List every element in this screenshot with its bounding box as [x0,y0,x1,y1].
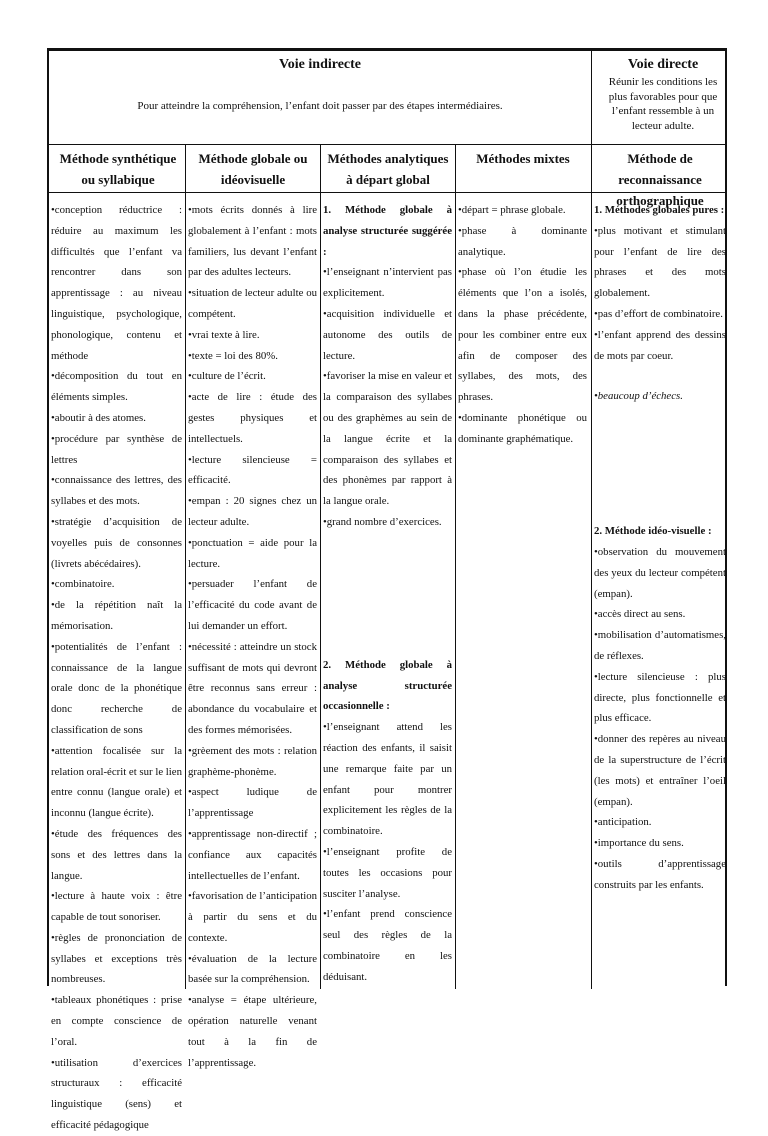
list-item: • l’enfant apprend des dessins de mots par coeur. [594,325,726,367]
column-heading-orthographique: Méthode de reconnaissance orthographique [616,151,704,208]
indirect-description: Pour atteindre la compréhension, l’enfant doit passer par des étapes intermédiaires. [137,100,503,112]
method-comparison-table [47,48,727,1132]
list-item: • aboutir à des atomes. [51,408,182,429]
list-item: • aspect ludique de l’apprentissage [188,782,317,824]
list-item: • acquisition individuelle et autonome des outils de lecture. [323,304,452,366]
column-heading-synthetique: Méthode synthétique ou syllabique [59,151,177,187]
section-title-analyse-occasionnelle: 2. Méthode globale à analyse structurée occasionnelle : [323,658,452,713]
list-item: • l’enfant prend conscience seul des règles de la combinatoire en les déduisant. [323,904,452,987]
column-orthographique-body [594,200,726,896]
list-item: • règles de prononciation de syllabes et exceptions très nombreuses. [51,928,182,990]
divider-col3 [455,145,456,989]
list-item: • connaissance des lettres, des syllabes et des mots. [51,470,182,512]
list-item: • lecture silencieuse : plus directe, plus fonctionnelle et plus efficace. [594,667,726,729]
list-item: • culture de l’écrit. [188,366,317,387]
list-item: • vrai texte à lire. [188,325,317,346]
list-item: • apprentissage non-directif ; confiance aux capacités intellectuelles de l’enfant. [188,824,317,886]
direct-title: Voie directe [627,57,699,72]
list-item: • grand nombre d’exercices. [323,512,452,533]
column-globale-body [188,200,317,1073]
list-item: • départ = phrase globale. [458,200,587,221]
list-item: • lecture silencieuse = efficacité. [188,450,317,492]
list-item: • nécessité : atteindre un stock suffisant de mots qui devront être reconnus sans erreur : abondance du vocabulaire et des formes mémorisées. [188,637,317,741]
column-analytiques-body [323,200,452,988]
section-title-analyse-suggeree: 1. Méthode globale à analyse structurée suggérée : [323,204,452,258]
column-synthetique-body [51,200,182,1136]
list-item: • décomposition du tout en éléments simples. [51,366,182,408]
list-item: • dominante phonétique ou dominante graphématique. [458,408,587,450]
note-echecs: • beaucoup d’échecs. [594,386,726,407]
list-item: • donner des repères au niveau de la superstructure de l’écrit (les mots) et entraîner l’oeil (empan). [594,729,726,812]
list-item: • l’enseignant n’intervient pas explicitement. [323,262,452,304]
spacer [594,407,726,521]
header-divider [49,144,725,145]
section-title-ideo-visuelle: 2. Méthode idéo-visuelle : [594,525,712,538]
spacer [594,366,726,386]
divider-col2 [320,145,321,989]
list-item: • importance du sens. [594,833,726,854]
list-item: • mobilisation d’automatismes, de réflexes. [594,625,726,667]
list-item: • utilisation d’exercices structuraux : efficacité linguistique (sens) et efficacité pédagogique [51,1053,182,1136]
list-item: • ponctuation = aide pour la lecture. [188,533,317,575]
list-item: • combinatoire. [51,574,182,595]
list-item: • grèement des mots : relation graphème-phonème. [188,741,317,783]
list-item: • favorisation de l’anticipation à partir du sens et du contexte. [188,886,317,948]
divider-col1 [185,145,186,989]
spacer [323,533,452,655]
list-item: • attention focalisée sur la relation oral-écrit et sur le lien entre connu (langue orale) et inconnu (langue écrite). [51,741,182,824]
section-title-globales-pures: 1. Méthodes globales pures : [594,204,725,216]
list-item: • accès direct au sens. [594,604,726,625]
list-item: • procédure par synthèse de lettres [51,429,182,471]
list-item: • conception réductrice : réduire au maximum les difficultés que l’enfant va rencontrer dans son apprentissage : au niveau linguistique, psychologique, phonologique, contenu et méthode [51,200,182,366]
list-item: • tableaux phonétiques : prise en compte conscience de l’oral. [51,990,182,1052]
list-item: • l’enseignant attend les réaction des enfants, il saisit une remarque faite par un enfant pour montrer explicitement les règles de la combinatoire. [323,717,452,842]
direct-header [601,57,725,133]
list-item: • étude des fréquences des sons et des lettres dans la langue. [51,824,182,886]
list-item: • stratégie d’acquisition de voyelles puis de consonnes (livrets abécédaires). [51,512,182,574]
column-heading-analytiques: Méthodes analytiques à départ global [327,151,449,187]
list-item: • évaluation de la lecture basée sur la compréhension. [188,949,317,991]
list-item: • texte = loi des 80%. [188,346,317,367]
indirect-title: Voie indirecte [278,57,362,72]
column-heading-mixtes: Méthodes mixtes [476,151,570,166]
list-item: • phase où l’on étudie les éléments que l’on a isolés, dans la phase précédente, pour les combiner entre eux afin de composer des syllabes, des mots, des phrases. [458,262,587,408]
column-heading-globale: Méthode globale ou idéovisuelle [198,151,308,187]
list-item: • potentialités de l’enfant : connaissance de la langue orale donc de la phonétique donc recherche de classification de sons [51,637,182,741]
list-item: • plus motivant et stimulant pour l’enfant de lire des phrases et des mots globalement. [594,221,726,304]
column-mixtes-body [458,200,587,450]
list-item: • persuader l’enfant de l’efficacité du code avant de lui demander un effort. [188,574,317,636]
list-item: • de la répétition naît la mémorisation. [51,595,182,637]
indirect-header [49,57,591,114]
list-item: • lecture à haute voix : être capable de tout sonoriser. [51,886,182,928]
list-item: • pas d’effort de combinatoire. [594,304,726,325]
list-item: • acte de lire : étude des gestes physiques et intellectuels. [188,387,317,449]
list-item: • phase à dominante analytique. [458,221,587,263]
list-item: • empan : 20 signes chez un lecteur adulte. [188,491,317,533]
list-item: • analyse = étape ultérieure, opération naturelle venant tout à la fin de l’apprentissage. [188,990,317,1073]
list-item: • observation du mouvement des yeux du lecteur compétent (empan). [594,542,726,604]
direct-description: Réunir les conditions les plus favorables pour que l’enfant ressemble à un lecteur adulte. [608,76,718,132]
list-item: • situation de lecteur adulte ou compétent. [188,283,317,325]
list-item: • l’enseignant profite de toutes les occasions pour susciter l’analyse. [323,842,452,904]
list-item: • favoriser la mise en valeur et la comparaison des syllabes ou des graphèmes au sein de la langue écrite et la comparaison des syllabes et des phonèmes par rapport à la langue orale. [323,366,452,512]
list-item: • mots écrits donnés à lire globalement à l’enfant : mots familiers, lus devant l’enfant par des adultes lecteurs. [188,200,317,283]
list-item: • anticipation. [594,812,726,833]
list-item: • outils d’apprentissage construits par les enfants. [594,854,726,896]
